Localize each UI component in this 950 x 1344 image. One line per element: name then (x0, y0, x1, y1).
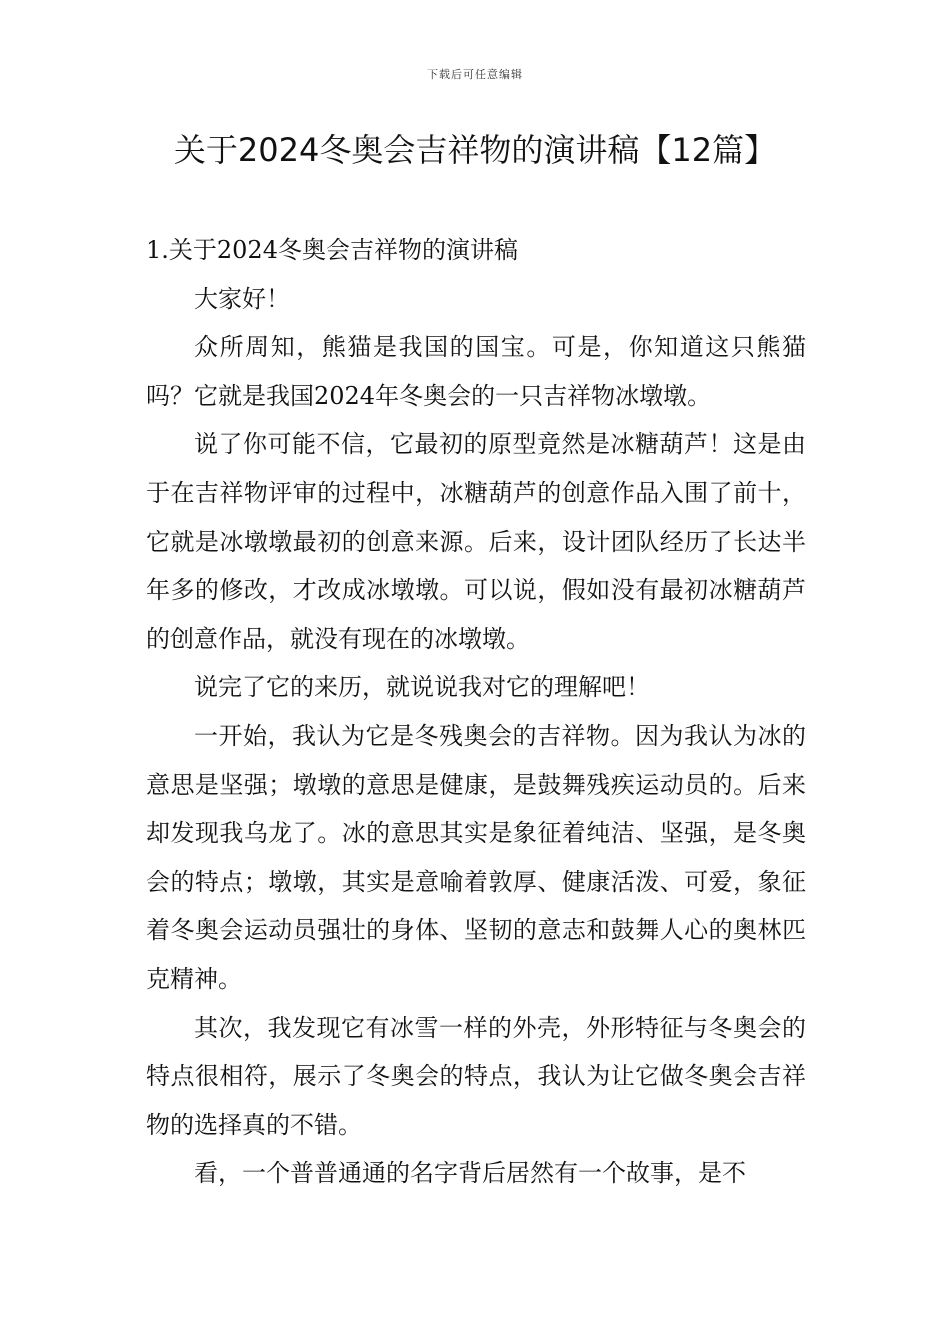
header-note: 下载后可任意编辑 (427, 68, 523, 81)
paragraph-greeting: 大家好！ (194, 284, 290, 313)
paragraph: 看，一个普普通通的名字背后居然有一个故事，是不 (194, 1159, 746, 1188)
document-body (146, 226, 806, 1198)
paragraph: 其次，我发现它有冰雪一样的外壳，外形特征与冬奥会的特点很相符，展示了冬奥会的特点，我认为让它做冬奥会吉祥物的选择真的不错。 (146, 1013, 806, 1139)
section-heading: 1.关于2024冬奥会吉祥物的演讲稿 (146, 236, 518, 264)
paragraph: 众所周知，熊猫是我国的国宝。可是，你知道这只熊猫吗？它就是我国2024年冬奥会的一只吉祥物冰墩墩。 (146, 333, 806, 410)
paragraph: 一开始，我认为它是冬残奥会的吉祥物。因为我认为冰的意思是坚强；墩墩的意思是健康，是鼓舞残疾运动员的。后来却发现我乌龙了。冰的意思其实是象征着纯洁、坚强，是冬奥会的特点；墩墩，其实是意喻着敦厚、健康活泼、可爱，象征着冬奥会运动员强壮的身体、坚韧的意志和鼓舞人心的奥林匹克精神。 (146, 721, 806, 993)
paragraph: 说完了它的来历，就说说我对它的理解吧！ (194, 673, 650, 702)
document-title: 关于2024冬奥会吉祥物的演讲稿【12篇】 (173, 131, 777, 169)
paragraph: 说了你可能不信，它最初的原型竟然是冰糖葫芦！这是由于在吉祥物评审的过程中，冰糖葫芦的创意作品入围了前十，它就是冰墩墩最初的创意来源。后来，设计团队经历了长达半年多的修改，才改成冰墩墩。可以说，假如没有最初冰糖葫芦的创意作品，就没有现在的冰墩墩。 (146, 430, 806, 653)
